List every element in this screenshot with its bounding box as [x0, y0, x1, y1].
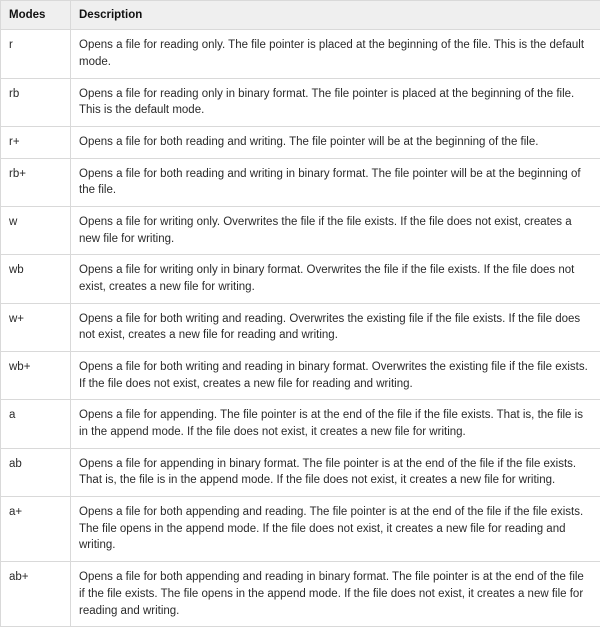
column-header-description: Description: [71, 1, 600, 30]
cell-mode: r: [1, 30, 71, 78]
cell-mode: a: [1, 400, 71, 448]
table-header: [1, 1, 600, 30]
table-row: [1, 352, 600, 400]
table-row: [1, 303, 600, 351]
cell-mode: wb+: [1, 352, 71, 400]
table-row: [1, 30, 600, 78]
cell-description: Opens a file for both reading and writing. The file pointer will be at the beginning of the file.: [71, 127, 600, 159]
table-row: [1, 158, 600, 206]
cell-mode: a+: [1, 497, 71, 562]
table-row: [1, 207, 600, 255]
cell-mode: r+: [1, 127, 71, 159]
cell-description: Opens a file for reading only. The file pointer is placed at the beginning of the file. This is the default mode.: [71, 30, 600, 78]
table-row: [1, 497, 600, 562]
cell-description: Opens a file for reading only in binary format. The file pointer is placed at the beginning of the file. This is the default mode.: [71, 78, 600, 126]
table-row: [1, 78, 600, 126]
cell-description: Opens a file for appending in binary format. The file pointer is at the end of the file if the file exists. That is, the file is in the append mode. If the file does not exist, it creates a new file for writing.: [71, 448, 600, 496]
cell-mode: w: [1, 207, 71, 255]
cell-mode: w+: [1, 303, 71, 351]
cell-description: Opens a file for both reading and writing in binary format. The file pointer will be at the beginning of the file.: [71, 158, 600, 206]
table-row: [1, 400, 600, 448]
cell-mode: rb: [1, 78, 71, 126]
column-header-modes: Modes: [1, 1, 71, 30]
cell-mode: ab+: [1, 562, 71, 627]
table-row: [1, 448, 600, 496]
cell-description: Opens a file for both writing and reading in binary format. Overwrites the existing file if the file exists. If the file does not exist, creates a new file for reading and writing.: [71, 352, 600, 400]
table-body: [1, 30, 600, 627]
cell-description: Opens a file for both appending and reading in binary format. The file pointer is at the end of the file if the file exists. The file opens in the append mode. If the file does not exist, it creates a new file for reading and writing.: [71, 562, 600, 627]
cell-description: Opens a file for both appending and reading. The file pointer is at the end of the file if the file exists. The file opens in the append mode. If the file does not exist, it creates a new file for reading and writing.: [71, 497, 600, 562]
table-header-row: [1, 1, 600, 30]
cell-mode: rb+: [1, 158, 71, 206]
table-row: [1, 127, 600, 159]
cell-mode: ab: [1, 448, 71, 496]
cell-mode: wb: [1, 255, 71, 303]
table-row: [1, 255, 600, 303]
cell-description: Opens a file for appending. The file pointer is at the end of the file if the file exists. That is, the file is in the append mode. If the file does not exist, it creates a new file for writing.: [71, 400, 600, 448]
cell-description: Opens a file for writing only. Overwrites the file if the file exists. If the file does not exist, creates a new file for writing.: [71, 207, 600, 255]
cell-description: Opens a file for both writing and reading. Overwrites the existing file if the file exists. If the file does not exist, creates a new file for reading and writing.: [71, 303, 600, 351]
table-row: [1, 562, 600, 627]
cell-description: Opens a file for writing only in binary format. Overwrites the file if the file exists. If the file does not exist, creates a new file for writing.: [71, 255, 600, 303]
